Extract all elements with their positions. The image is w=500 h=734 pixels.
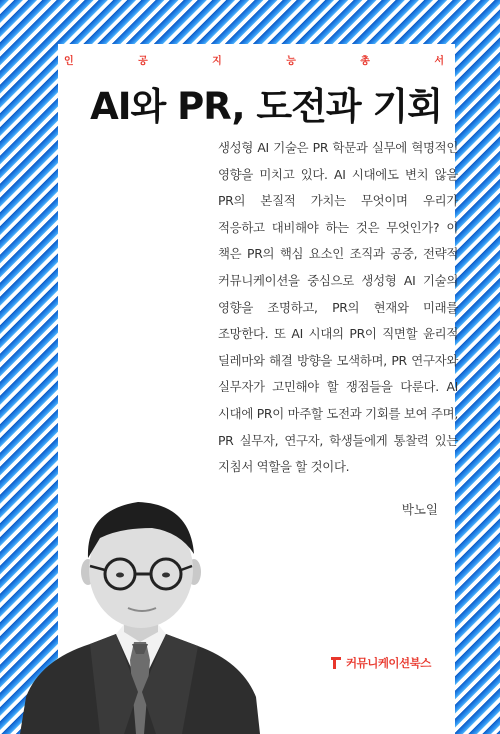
- publisher-mark-icon: [330, 656, 342, 670]
- series-char: 총: [360, 56, 370, 67]
- series-char: 지: [212, 56, 222, 67]
- book-description: 생성형 AI 기술은 PR 학문과 실무에 혁명적인 영향을 미치고 있다. AI 시대에도 변치 않을 PR의 본질적 가치는 무엇이며 우리가 적응하고 대비해야 하는 것은 무엇인가? 이 책은 PR의 핵심 요소인 조직과 공중, 전략적 커뮤니케이션을 중심으로 생성형 AI 기술의 영향을 조명하고, PR의 현재와 미래를 조망한다. 또 AI 시대의 PR이 직면할 윤리적 딜레마와 해결 방향을 모색하며, PR 연구자와 실무자가 고민해야 할 쟁점들을 다룬다. AI 시대에 PR이 마주할 도전과 기회를 보여 주며, PR 실무자, 연구자, 학생들에게 통찰력 있는 지침서 역할을 할 것이다.: [218, 140, 458, 475]
- series-char: 공: [138, 56, 148, 67]
- author-name: 박노일: [401, 502, 438, 517]
- series-char: 서: [434, 56, 444, 67]
- series-char: 인: [64, 56, 74, 67]
- book-title: AI와 PR, 도전과 기회: [90, 85, 442, 128]
- author-portrait: [20, 492, 260, 734]
- series-char: 능: [286, 56, 296, 67]
- publisher-name: 커뮤니케이션북스: [346, 656, 431, 670]
- series-label: [64, 52, 444, 67]
- publisher-logo: [330, 655, 431, 671]
